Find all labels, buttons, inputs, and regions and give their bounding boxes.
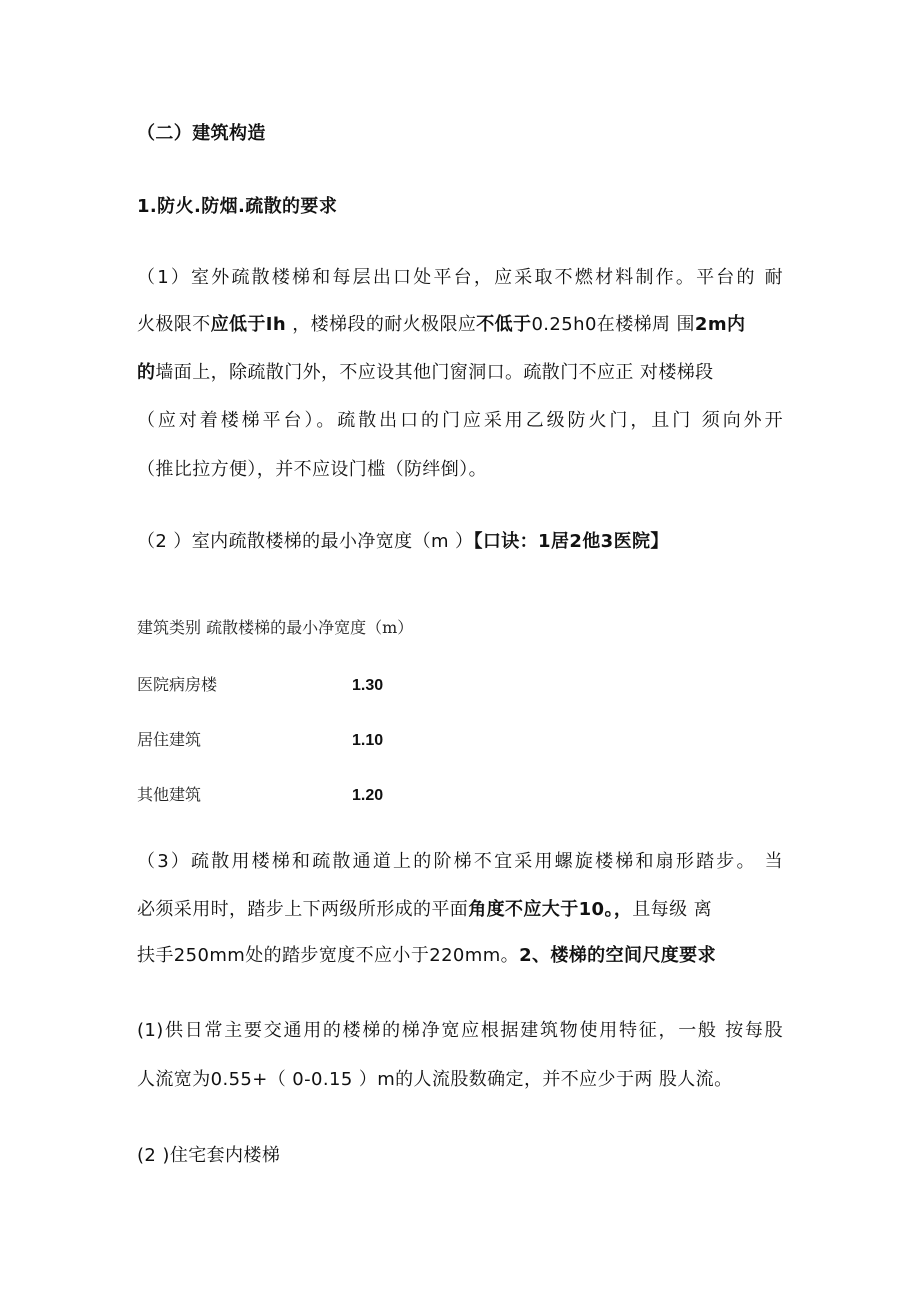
table-row-category: 居住建筑 [137, 730, 202, 749]
text-run: 墙面上，除疏散门外，不应设其他门窗洞口。疏散门不应正 对楼梯段 [155, 362, 714, 383]
paragraph-indoor-stair-width [137, 529, 669, 555]
section-title: （二）建筑构造 [137, 123, 266, 144]
paragraph-line [137, 897, 712, 923]
table-row-value: 1.10 [352, 732, 384, 749]
heading-fire-smoke-evacuation: 1.防火.防烟.疏散的要求 [137, 196, 338, 217]
table-row-value: 1.30 [352, 677, 384, 694]
heading-stair-space-dimensions: 2、楼梯的空间尺度要求 [519, 945, 716, 966]
mnemonic-bold: 【口诀：1居2他3医院】 [473, 531, 669, 552]
text-run: 必须采用时，踏步上下两级所形成的平面 [137, 899, 469, 920]
text-run: 且每级 离 [632, 899, 712, 920]
paragraph-line [137, 943, 716, 969]
paragraph-line: 人流宽为0.55+（ 0-0.15 ）m的人流股数确定，并不应少于两 股人流。 [137, 1069, 733, 1090]
text-run-bold: 的 [137, 362, 156, 383]
text-run-bold: 不低于 [476, 314, 532, 335]
paragraph-line [137, 360, 714, 386]
paragraph-line: (1)供日常主要交通用的楼梯的梯净宽应根据建筑物使用特征，一般 按每股 [137, 1020, 783, 1041]
paragraph-residential-stairs: (2 )住宅套内楼梯 [137, 1145, 281, 1166]
paragraph-line: （应对着楼梯平台）。疏散出口的门应采用乙级防火门，且门 须向外开 [137, 410, 783, 431]
text-run: ，楼梯段的耐火极限应 [286, 314, 477, 335]
paragraph-line: （1）室外疏散楼梯和每层出口处平台，应采取不燃材料制作。平台的 耐 [137, 267, 783, 288]
text-run-bold: 应低于Ih [210, 314, 287, 335]
text-run-bold: 角度不应大于10。， [468, 899, 633, 920]
paragraph-line: （3）疏散用楼梯和疏散通道上的阶梯不宜采用螺旋楼梯和扇形踏步。 当 [137, 851, 783, 872]
text-run-bold: 2m内 [694, 314, 746, 335]
text-run: （2 ）室内疏散楼梯的最小净宽度（m ） [137, 531, 474, 552]
table-header: 建筑类别 疏散楼梯的最小净宽度（m） [137, 618, 414, 637]
table-row-value: 1.20 [352, 787, 384, 804]
table-row-category: 其他建筑 [137, 785, 202, 804]
text-run: 扶手250mm处的踏步宽度不应小于220mm。 [137, 945, 520, 966]
paragraph-line [137, 312, 745, 338]
text-run: 0.25h0在楼梯周 围 [531, 314, 695, 335]
text-run: 火极限不 [137, 314, 211, 335]
paragraph-line: （推比拉方便），并不应设门槛（防绊倒）。 [137, 459, 487, 480]
table-row-category: 医院病房楼 [137, 675, 218, 694]
